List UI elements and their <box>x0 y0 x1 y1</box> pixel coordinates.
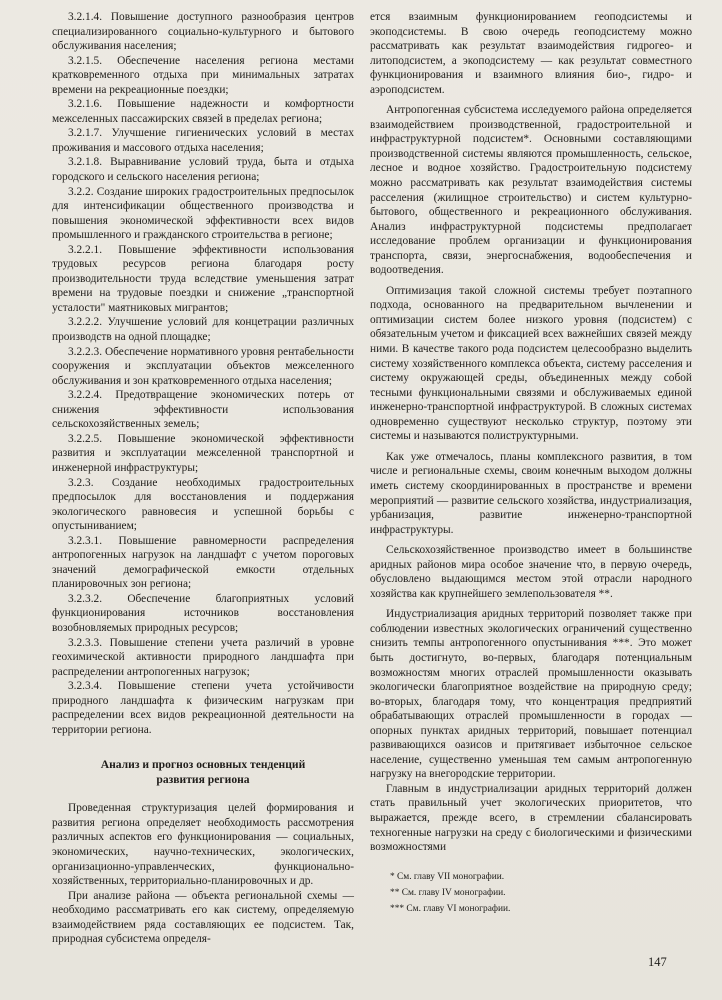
list-item: 3.2.1.6. Повышение надежности и комфортности межселенных пассажирских связей в пределах региона; <box>52 98 354 125</box>
footnotes <box>370 869 692 917</box>
list-item: 3.2.3.3. Повышение степени учета различий в уровне геохимической активности природного ландшафта при распределении антропогенных нагрузок; <box>52 636 354 678</box>
body-paragraph: Главным в индустриализации аридных территорий должен стать правильный учет экологических приоритетов, что выражается, прежде всего, в стремлении сбалансировать техногенные нагрузки на среду с биологическими и физическими возможностями <box>370 782 692 854</box>
list-item: 3.2.3.1. Повышение равномерности распределения антропогенных нагрузок на ландшафт с учетом пороговых значений демографической емкости отдельных планировочных зон региона; <box>52 534 354 591</box>
list-item: 3.2.1.5. Обеспечение населения региона местами кратковременного отдыха при минимальных затратах времени на рекреационные поездки; <box>52 54 354 96</box>
page-number: 147 <box>648 955 667 969</box>
footnote: * См. главу VII монографии. <box>390 871 505 882</box>
section-heading-line: развития региона <box>156 773 250 787</box>
list-item: 3.2.2.3. Обеспечение нормативного уровня рентабельности сооружения и эксплуатации объектов межселенного обслуживания и зон кратковременного отдыха населения; <box>52 345 354 387</box>
list-item: 3.2.1.4. Повышение доступного разнообразия центров специализированного социально-культурного и бытового обслуживания населения; <box>52 11 354 53</box>
body-paragraph: Индустриализация аридных территорий позволяет также при соблюдении известных экологических ограничений существенно снизить темпы антропогенного опустынивания ***. Это может быть достигнуто, во-первых, благодаря потенциальным возможностям многих отраслей промышленности оказывать экологически благоприятное воздействие на природную среду; во-вторых, благодаря тому, что концентрация предприятий обрабатывающих отраслей промышленности в городах — опорных пунктах аридных территорий, повышает потенциал развивающихся оазисов и притягивает избыточное сельское население, существенно уменьшая тем самым антропогенную нагрузку на внегородские территории. <box>370 608 692 781</box>
body-paragraph: При анализе района — объекта региональной схемы — необходимо рассматривать его как систему, определяемую взаимодействием ряда составляющих ее подсистем. Так, природная субсистема определя- <box>52 889 354 946</box>
list-item: 3.2.1.8. Выравнивание условий труда, быта и отдыха городского и сельского населения региона; <box>52 156 354 184</box>
list-item: 3.2.3.2. Обеспечение благоприятных условий функционирования источников восстановления возобновляемых природных ресурсов; <box>52 592 354 634</box>
section-heading-line: Анализ и прогноз основных тенденций <box>100 758 306 772</box>
section-heading <box>52 757 354 787</box>
list-item: 3.2.2.5. Повышение экономической эффективности развития и эксплуатации межселенной транспортной и инженерной инфраструктуры; <box>52 432 354 474</box>
body-paragraph: Оптимизация такой сложной системы требует поэтапного подхода, основанного на предварительном вычленении и оптимизации систем более низкого уровня (подсистем) с обязательным учетом и фиксацией всех важнейших связей между ними. В качестве такого рода подсистем целесообразно выделить систему хозяйственного комплекса объекта, систему расселения и систему окружающей среды, объединенных между собой тесными функциональными связями и обслуживаемых единой инженерно-транспортной инфраструктурой. В сложных системах одновременно существуют несколько структур, поэтому эти системы и называются полиструктурными. <box>370 284 692 443</box>
footnote: ** См. главу IV монографии. <box>390 887 506 898</box>
body-paragraph: Сельскохозяйственное производство имеет в большинстве аридных районов мира особое значение что, в первую очередь, обусловлено выдающимся местом этой отрасли народного хозяйства как крупнейшего землепользователя **. <box>370 544 692 600</box>
right-column <box>370 10 692 917</box>
left-column <box>52 10 354 947</box>
list-item: 3.2.2.2. Улучшение условий для концетрации различных производств на одной площадке; <box>52 316 354 344</box>
list-item: 3.2.2.4. Предотвращение экономических потерь от снижения эффективности использования сельскохозяйственных земель; <box>52 389 354 431</box>
body-paragraph: Проведенная структуризация целей формирования и развития региона определяет необходимость рассмотрения различных аспектов его функционирования — социальных, экономических, научно-технических, экологических, организационно-управленческих, функционально-хозяйственных, территориально-планировочных и др. <box>52 802 354 888</box>
body-paragraph: Антропогенная субсистема исследуемого района определяется взаимодействием производственной, градостроительной и инфраструктурной подсистем*. Основными составляющими производственной системы являются промышленность, сельское, лесное и водное хозяйство. Градостроительную подсистему можно рассматривать как результат взаимодействия системы расселения (жилищное строительство) и систем культурно-бытового, общественного и рекреационного обслуживания. Анализ инфраструктурной подсистемы предполагает исследование проблем организации и функционирования транспорта, связи, энергоснабжения, водообеспечения и водоотведения. <box>370 104 692 277</box>
footnote: *** См. главу VI монографии. <box>390 903 511 914</box>
list-item: 3.2.2. Создание широких градостроительных предпосылок для интенсификации общественного производства и повышения экономической эффективности всех видов промышленного и гражданского строительства в регионе; <box>52 185 354 242</box>
body-paragraph: Как уже отмечалось, планы комплексного развития, в том числе и региональные схемы, своим конечным выходом должны иметь систему скоординированных в пространстве и времени мероприятий — развитие сельского хозяйства, индустриализация, урбанизация, развитие инженерно-транспортной инфраструктуры. <box>370 450 692 536</box>
body-paragraph-continuation: ется взаимным функционированием геоподсистемы и экоподсистемы. В свою очередь геоподсистему можно рассматривать как результат взаимодействия гидрогео- и литоподсистем, а экоподсистему — как результат совместного функционирования и взаимного влияния био-, гидро- и аэроподсистем. <box>370 11 692 96</box>
list-item: 3.2.3. Создание необходимых градостроительных предпосылок для восстановления и поддержания экологического равновесия и успешной борьбы с опустыниванием; <box>52 476 354 533</box>
list-item: 3.2.2.1. Повышение эффективности использования трудовых ресурсов региона благодаря росту производительности труда вследствие уменьшения затрат времени на трудовые поездки и снижение „транспортной усталости" маятниковых мигрантов; <box>52 243 354 314</box>
list-item: 3.2.3.4. Повышение степени учета устойчивости природного ландшафта к физическим нагрузкам при распределении всех видов рекреационной деятельности на территории региона. <box>52 680 354 736</box>
list-item: 3.2.1.7. Улучшение гигиенических условий в местах проживания и массового отдыха населения; <box>52 127 354 154</box>
